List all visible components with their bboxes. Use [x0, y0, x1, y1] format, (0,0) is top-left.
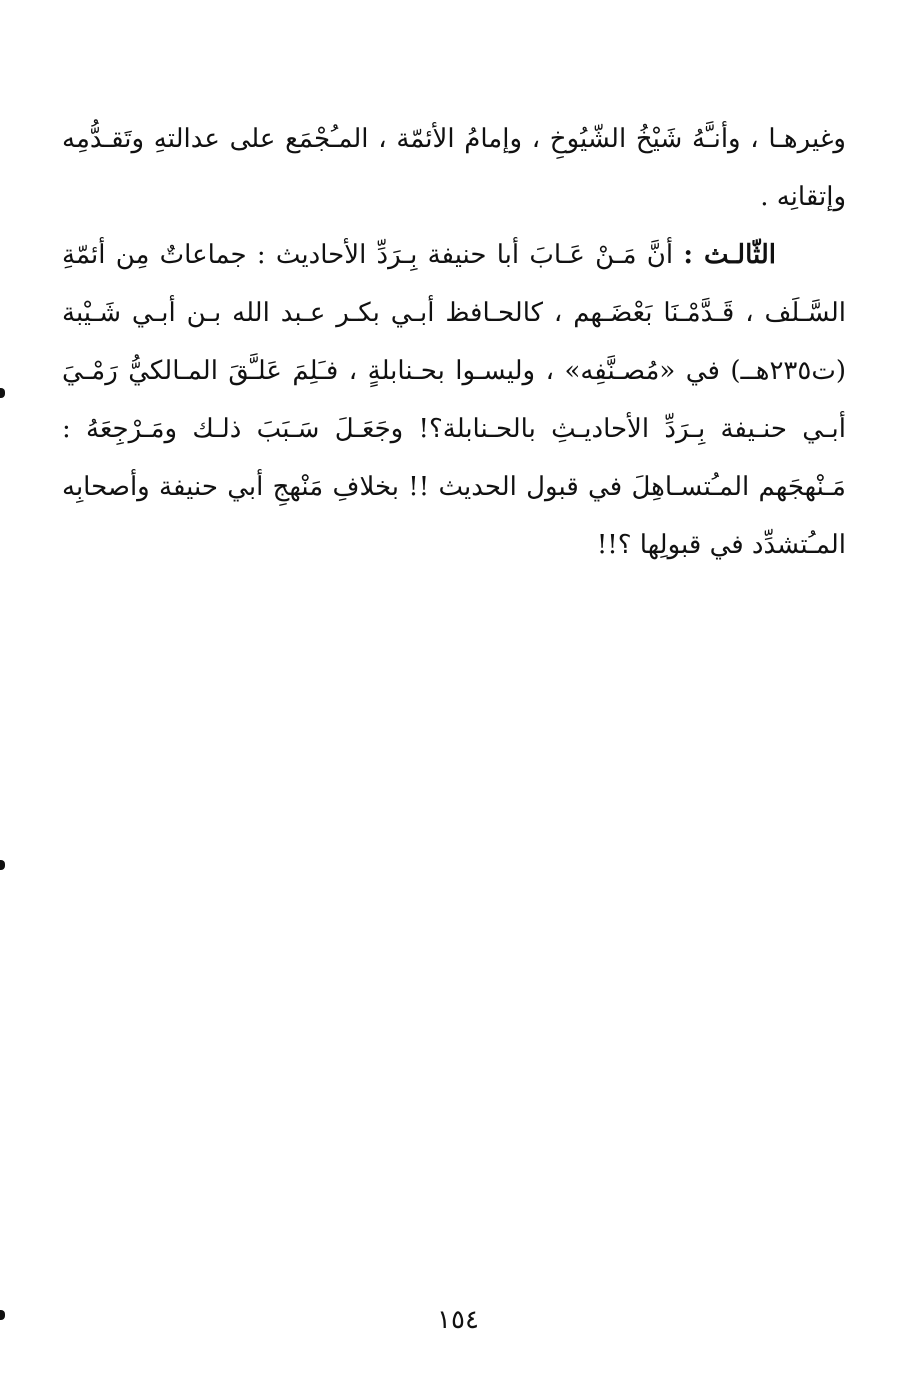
- scan-edge-mark: [0, 860, 5, 870]
- third-point-text: أنَّ مَـنْ عَـابَ أبا حنيفة بِـرَدِّ الأحاديث : جماعاتٌ مِن أئمّةِ السَّـلَف ، قَـدَّمْـنَا بَعْضَـهم ، كالحـافظ أبـي بكـر عـبد الله بـن أبـي شَـيْبة (ت٢٣٥هــ) في «مُصـنَّفِه» ، وليسـوا بحـنابلةٍ ، فـَلِمَ عَلـَّقَ المـالكيُّ رَمْـيَ أبـي حنـيفة بِـرَدِّ الأحاديـثِ بالحـنابلة؟! وجَعَـلَ سَـبَبَ ذلـك ومَـرْجِعَهُ : مَـنْهجَهم المـُتسـاهِلَ في قبول الحديث !! بخلافِ مَنْهجِ أبي حنيفة وأصحابِه المـُتشدِّد في قبولِها ؟!!: [62, 240, 846, 560]
- third-point-heading: الثّالـث :: [683, 240, 776, 270]
- continuation-paragraph: وغيرهـا ، وأنـَّهُ شَيْخُ الشّيُوخِ ، وإمامُ الأئمّة ، المـُجْمَع على عدالتهِ وتَقـدُّمِه وإتقانِه .: [62, 124, 846, 212]
- body-text: [62, 110, 846, 574]
- page-number: ١٥٤: [437, 1305, 479, 1335]
- third-point-paragraph: [62, 226, 846, 574]
- scan-edge-mark: [0, 388, 5, 398]
